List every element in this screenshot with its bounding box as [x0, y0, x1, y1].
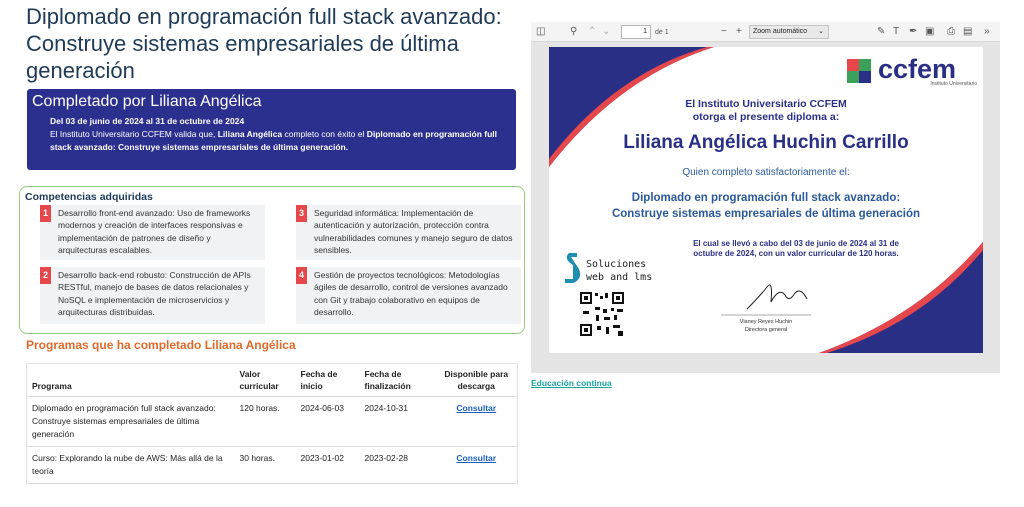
page-title: Diplomado en programación full stack avanzado: Construye sistemas empresariales de última generación: [26, 4, 502, 83]
previous-page-icon[interactable]: ⌃: [588, 26, 597, 37]
page-number-input[interactable]: 1: [621, 25, 651, 39]
zoom-in-icon[interactable]: +: [736, 26, 742, 37]
certificate-program-2: Construye sistemas empresariales de última generación: [611, 208, 921, 220]
cell-end: 2024-10-31: [360, 397, 436, 447]
certificate-period-2: octubre de 2024, con un valor curricular de 120 horas.: [693, 249, 899, 258]
competency-text: Desarrollo back-end robusto: Construcción de APIs RESTful, manejo de bases de datos relacionales y NoSQL e implementación de microservicios y arquitecturas distribuidas.: [58, 270, 251, 317]
competency-text: Gestión de proyectos tecnológicos: Metodologías ágiles de desarrollo, control de versiones avanzado con Git y trabajo colaborativo en equipos de desarrollo.: [314, 270, 508, 317]
desc-name: Liliana Angélica: [217, 129, 283, 139]
competency-number: 4: [296, 267, 307, 284]
draw-icon[interactable]: ✒: [909, 26, 918, 37]
consult-link[interactable]: Consultar: [436, 397, 518, 447]
desc-part: El Instituto Universitario CCFEM valida que,: [50, 129, 218, 139]
competency-item: [40, 205, 265, 260]
signer-role: Directora general: [744, 327, 788, 333]
ccfem-logo-text: ccfem: [878, 54, 957, 84]
competencies-heading: Competencias adquiridas: [25, 191, 153, 203]
certificate-period-1: El cual se llevó a cabo del 03 de junio de 2024 al 31 de: [693, 239, 899, 248]
col-header: Fecha de inicio: [296, 364, 360, 397]
col-header: Fecha de finalización: [360, 364, 436, 397]
consult-link[interactable]: Consultar: [436, 447, 518, 484]
competency-number: 2: [40, 267, 51, 284]
certificate-completed-text: Quien completo satisfactoriamente el:: [682, 167, 850, 178]
cell-start: 2024-06-03: [296, 397, 360, 447]
soluciones-logo-icon: [565, 253, 580, 283]
competency-number: 1: [40, 205, 51, 222]
table-row: [27, 397, 518, 447]
zoom-out-icon[interactable]: −: [721, 26, 727, 37]
signer-name: Vianey Reyes Huchin: [739, 319, 793, 325]
zoom-value: Zoom automático: [753, 28, 808, 35]
banner-heading: Completado por Liliana Angélica: [32, 93, 262, 110]
search-icon[interactable]: ⚲: [570, 26, 578, 37]
cell-start: 2023-01-02: [296, 447, 360, 484]
soluciones-text-2: web and lms: [586, 272, 653, 283]
cell-value: 30 horas.: [235, 447, 296, 484]
education-link[interactable]: Educación continua: [531, 378, 612, 388]
soluciones-text-1: Soluciones: [586, 259, 647, 270]
col-header: Disponible para descarga: [436, 364, 518, 397]
sidebar-toggle-icon[interactable]: ◫: [536, 26, 546, 37]
competency-text: Desarrollo front-end avanzado: Uso de frameworks modernos y creación de interfaces responsivas e implementación de patrones de diseño y arquitecturas escalables.: [58, 208, 251, 255]
next-page-icon[interactable]: ⌄: [602, 26, 611, 37]
qr-code-icon: [579, 291, 625, 337]
col-header: Valor curricular: [235, 364, 296, 397]
col-header: Programa: [27, 364, 235, 397]
banner-description: [32, 128, 511, 154]
text-icon[interactable]: T: [893, 26, 900, 37]
desc-program: Diplomado en programación full stack avanzado: Construye sistemas empresariales de última generación.: [50, 129, 498, 152]
banner-dates: Del 03 de junio de 2024 al 31 de octubre de 2024: [50, 116, 245, 126]
page-total: de 1: [655, 29, 669, 36]
certificate-intro-1: El Instituto Universitario CCFEM: [685, 98, 847, 110]
completion-banner: [27, 89, 516, 170]
more-tools-icon[interactable]: »: [984, 26, 990, 37]
competency-text: Seguridad informática: Implementación de autenticación y autorización, protección contra vulnerabilidades comunes y manejo seguro de datos sensibles.: [314, 208, 513, 255]
pdf-viewer: [531, 22, 1000, 373]
pdf-page: [549, 47, 983, 353]
programs-heading: Programas que ha completado Liliana Angélica: [26, 338, 296, 352]
certificate-program-1: Diplomado en programación full stack avanzado:: [631, 192, 901, 204]
cell-program: Diplomado en programación full stack avanzado: Construye sistemas empresariales de última generación: [27, 397, 235, 447]
signature-mark: [747, 285, 807, 309]
cell-program: Curso: Explorando la nube de AWS: Más allá de la teoría: [27, 447, 235, 484]
ccfem-logo-subtitle: Instituto Universitario: [930, 81, 977, 87]
zoom-select[interactable]: [749, 25, 829, 39]
programs-table: [26, 363, 518, 484]
chevron-down-icon: ⌄: [818, 28, 824, 35]
table-header-row: [27, 364, 518, 397]
competency-item: [296, 267, 521, 324]
cell-end: 2023-02-28: [360, 447, 436, 484]
cell-value: 120 horas.: [235, 397, 296, 447]
table-row: [27, 447, 518, 484]
competency-number: 3: [296, 205, 307, 222]
print-icon[interactable]: ⎙: [947, 26, 955, 37]
desc-part: completo con éxito el: [282, 129, 367, 139]
certificate-intro-2: otorga el presente diploma a:: [692, 111, 840, 123]
competency-item: [296, 205, 521, 260]
save-icon[interactable]: ▤: [963, 26, 973, 37]
competencies-card: [19, 186, 525, 334]
highlight-icon[interactable]: ✎: [877, 26, 886, 37]
certificate-recipient: Liliana Angélica Huchin Carrillo: [623, 132, 909, 153]
pdf-toolbar: [531, 22, 1000, 42]
image-icon[interactable]: ▣: [925, 26, 935, 37]
competency-item: [40, 267, 265, 324]
